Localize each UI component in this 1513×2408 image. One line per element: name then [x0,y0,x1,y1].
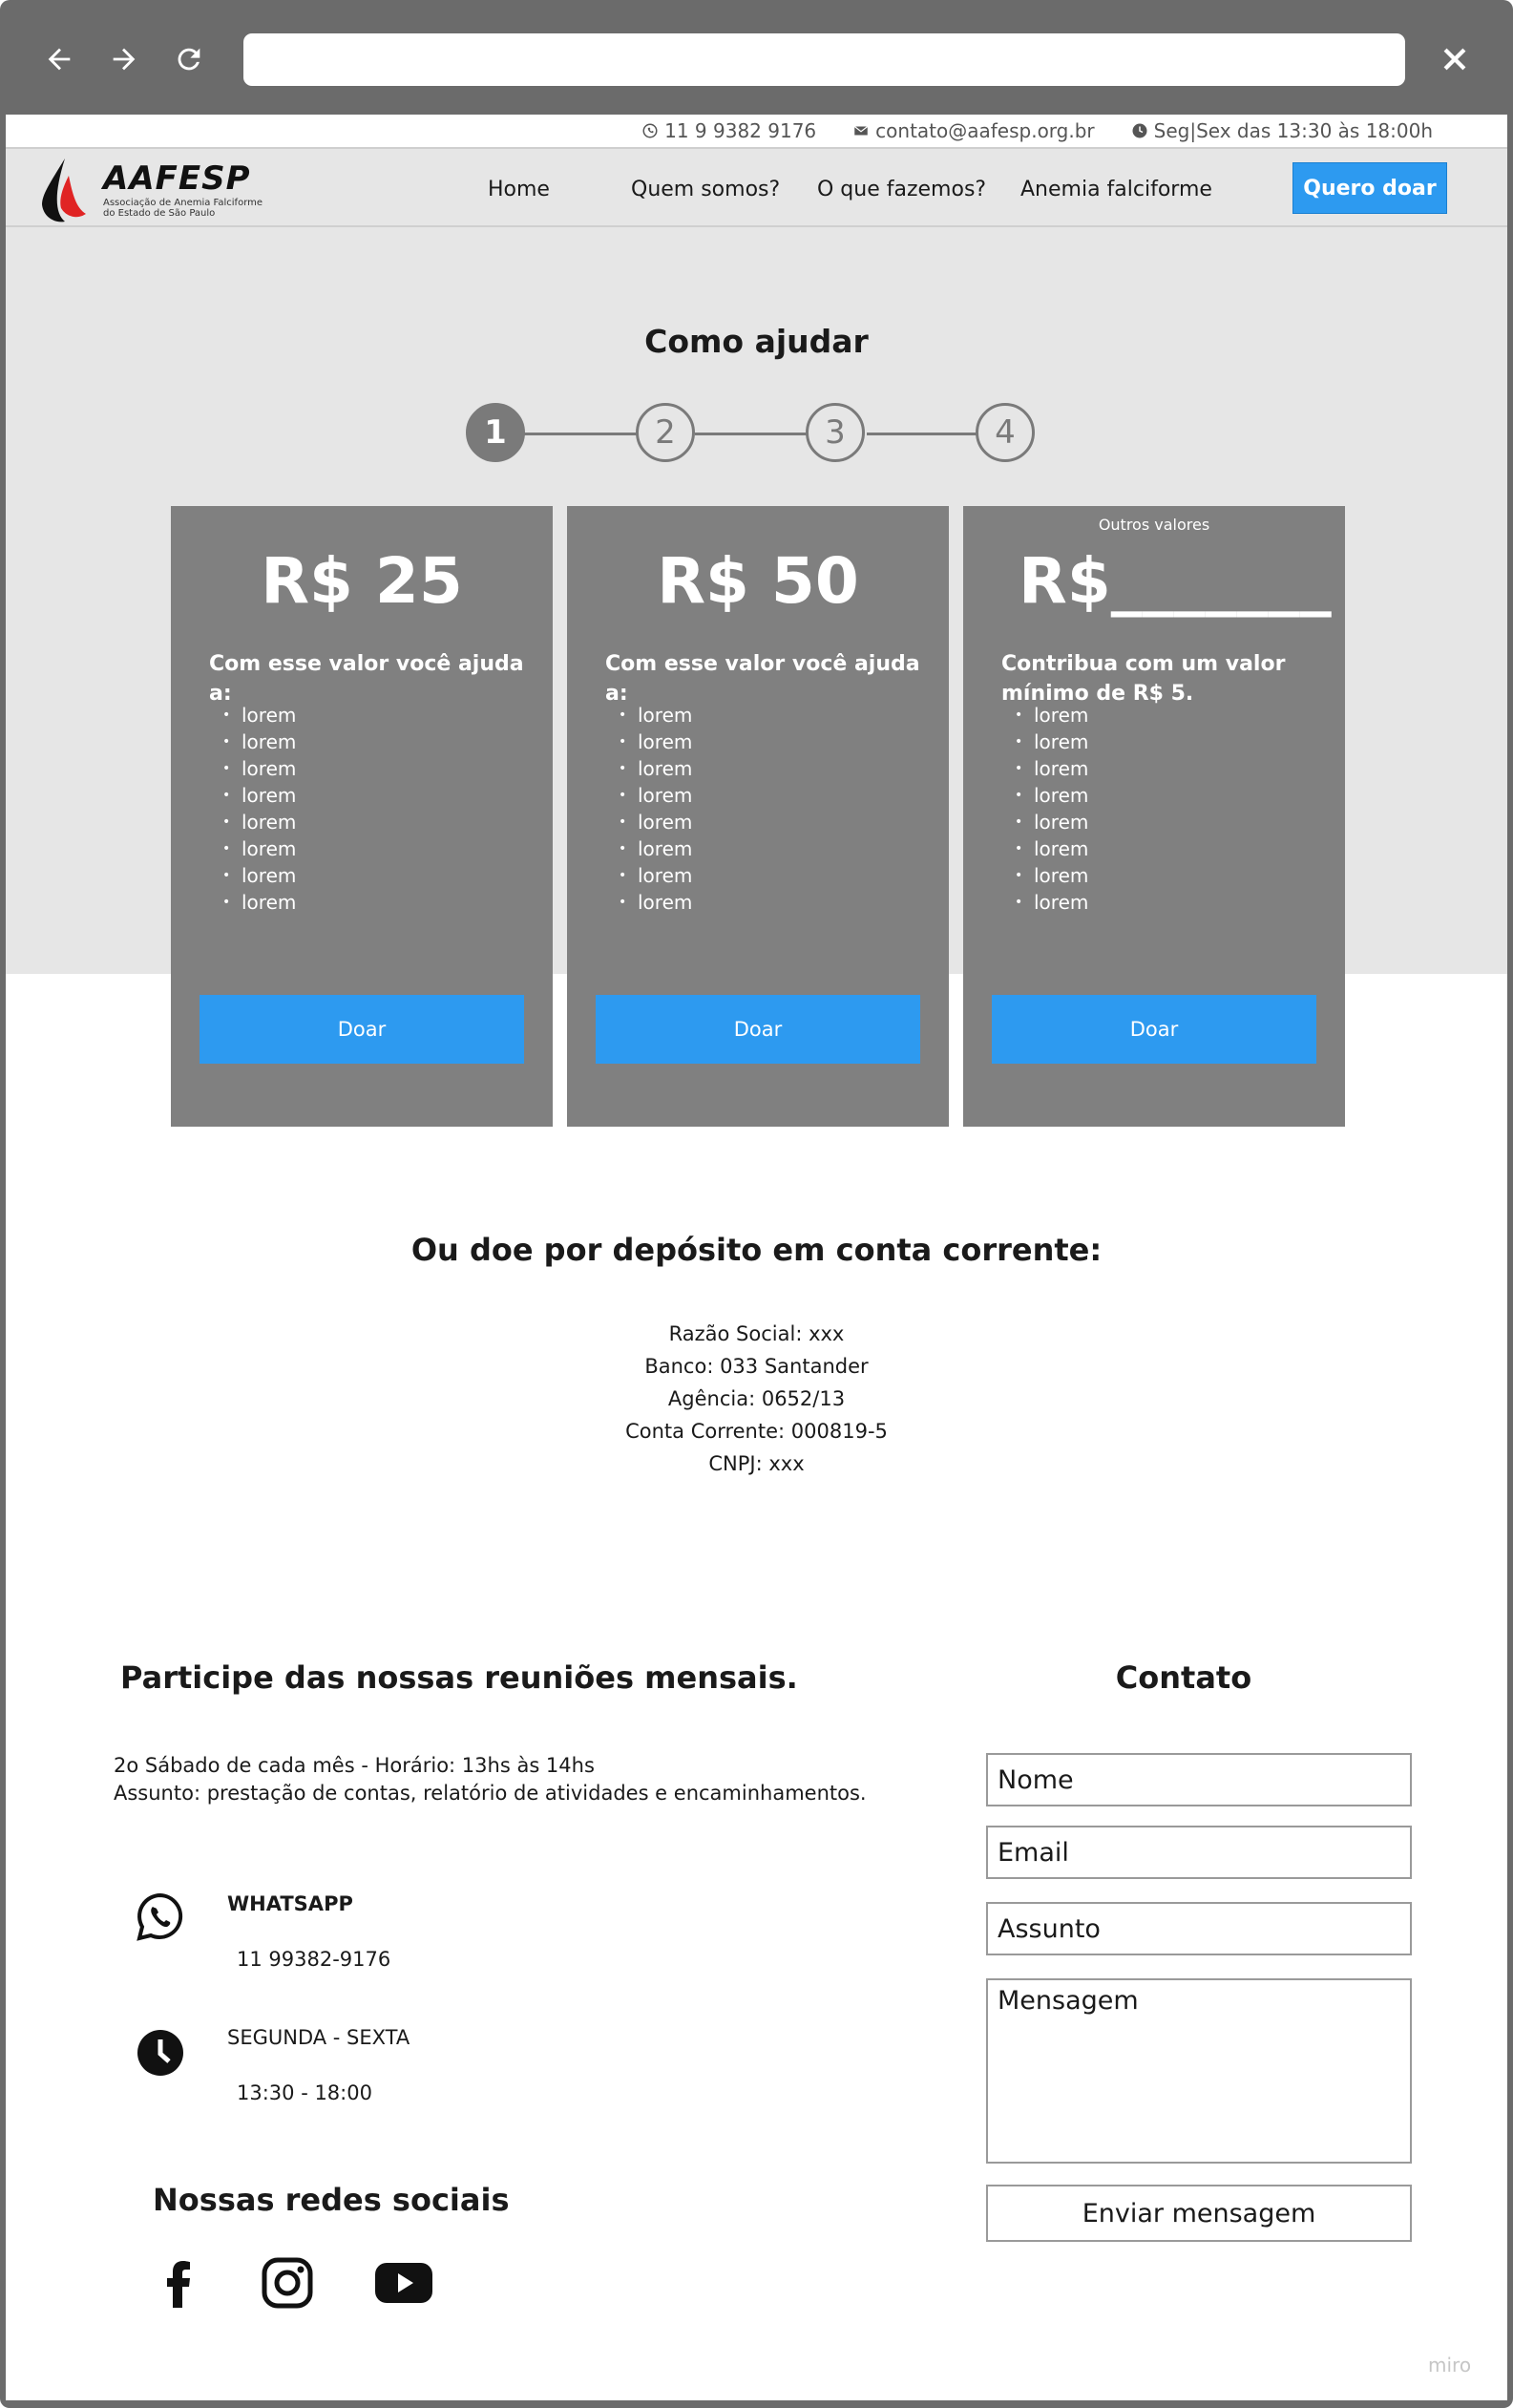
subject-field[interactable] [986,1902,1412,1955]
page-viewport [6,115,1507,2400]
card-benefit-list [638,702,692,916]
card-amount: R$ 50 [657,544,859,618]
card-benefit-list [1034,702,1088,916]
meetings-schedule: 2o Sábado de cada mês - Horário: 13hs às 14hs [114,1754,595,1777]
bank-line: Agência: 0652/13 [667,1387,846,1410]
list-item: • lorem [638,755,692,782]
list-item: • lorem [638,702,692,729]
doar-button[interactable]: Doar [200,995,524,1064]
list-item: • lorem [242,782,296,809]
youtube-icon [374,2261,433,2305]
card-description: Com esse valor você ajuda a: [209,652,524,706]
list-item: • lorem [242,809,296,835]
site-header [6,147,1507,227]
list-item: • lorem [1034,755,1088,782]
forward-button[interactable] [103,38,145,80]
bank-line: Razão Social: xxx [668,1322,845,1345]
arrow-right-icon [108,43,140,75]
whatsapp-icon [641,122,659,139]
other-values-label: Outros valores [1098,516,1210,534]
step-connector [695,433,809,435]
list-item: • lorem [1034,835,1088,862]
donation-card-50 [567,506,949,1127]
address-bar[interactable] [243,33,1405,86]
facebook-link[interactable] [149,2253,208,2313]
list-item: • lorem [638,782,692,809]
close-button[interactable] [1434,38,1476,80]
back-button[interactable] [38,38,80,80]
donation-card-25 [171,506,553,1127]
whatsapp-label: WHATSAPP [227,1892,353,1915]
facebook-icon [161,2258,196,2308]
stepper [466,403,1039,464]
topbar-phone-text: 11 9 9382 9176 [664,119,817,142]
bank-line: Conta Corrente: 000819-5 [625,1420,888,1443]
list-item: • lorem [638,729,692,755]
clock-icon [136,2028,185,2078]
browser-chrome [0,0,1513,115]
drop-logo-icon [40,155,95,223]
card-benefit-list [242,702,296,916]
reload-button[interactable] [168,38,210,80]
close-icon [1439,43,1471,75]
miro-watermark: miro [1428,2354,1472,2376]
email-field[interactable] [986,1826,1412,1879]
list-item: • lorem [242,729,296,755]
topbar-email-text: contato@aafesp.org.br [875,119,1095,142]
meetings-subject: Assunto: prestação de contas, relatório de atividades e encaminhamentos. [114,1782,867,1805]
step-2[interactable]: 2 [636,403,695,462]
quero-doar-button[interactable]: Quero doar [1292,162,1447,214]
step-connector [867,433,981,435]
list-item: • lorem [638,809,692,835]
list-item: • lorem [1034,889,1088,916]
topbar-hours [1131,119,1433,142]
whatsapp-icon [136,1892,185,1942]
card-amount: R$ 25 [261,544,463,618]
card-description: Com esse valor você ajuda a: [605,652,920,706]
list-item: • lorem [242,702,296,729]
clock-icon [1131,122,1148,139]
instagram-icon [261,2256,314,2310]
step-3[interactable]: 3 [806,403,865,462]
topbar-hours-text: Seg|Sex das 13:30 às 18:00h [1153,119,1433,142]
nav-quem-somos[interactable]: Quem somos? [631,177,781,201]
list-item: • lorem [242,862,296,889]
hero-title: Como ajudar [644,323,869,360]
bank-line: CNPJ: xxx [708,1452,805,1475]
working-hours: 13:30 - 18:00 [237,2081,372,2104]
meetings-title: Participe das nossas reuniões mensais. [120,1659,798,1696]
list-item: • lorem [638,862,692,889]
working-days: SEGUNDA - SEXTA [227,2026,410,2049]
doar-button[interactable]: Doar [596,995,920,1064]
logo-subtitle-2: do Estado de São Paulo [103,208,216,219]
donation-card-custom [963,506,1345,1127]
list-item: • lorem [242,755,296,782]
nav-anemia-falciforme[interactable]: Anemia falciforme [1020,177,1212,201]
name-field[interactable] [986,1753,1412,1806]
card-description: Contribua com um valor mínimo de R$ 5. [1001,652,1286,706]
topbar-email[interactable] [852,119,1095,142]
meetings-text [114,1752,867,1807]
topbar-phone[interactable] [641,119,816,142]
logo[interactable] [40,153,269,225]
custom-amount-input[interactable]: R$_______ [1019,544,1332,618]
list-item: • lorem [242,889,296,916]
contact-topbar [6,115,1507,147]
step-1[interactable]: 1 [466,403,525,462]
send-message-button[interactable]: Enviar mensagem [986,2185,1412,2242]
list-item: • lorem [1034,809,1088,835]
whatsapp-number[interactable]: 11 99382-9176 [237,1948,391,1971]
reload-icon [173,43,205,75]
instagram-link[interactable] [258,2253,317,2313]
list-item: • lorem [242,835,296,862]
nav-home[interactable]: Home [488,177,550,201]
arrow-left-icon [43,43,75,75]
bank-section-title: Ou doe por depósito em conta corrente: [410,1232,1103,1268]
list-item: • lorem [1034,702,1088,729]
list-item: • lorem [638,889,692,916]
nav-o-que-fazemos[interactable]: O que fazemos? [817,177,987,201]
step-4[interactable]: 4 [976,403,1035,462]
list-item: • lorem [1034,729,1088,755]
envelope-icon [852,122,870,139]
step-connector [523,433,638,435]
list-item: • lorem [1034,862,1088,889]
bank-details [6,1318,1507,1480]
doar-button[interactable]: Doar [992,995,1316,1064]
youtube-link[interactable] [374,2253,433,2313]
message-field[interactable] [986,1978,1412,2164]
bank-line: Banco: 033 Santander [644,1355,869,1378]
contact-title: Contato [1115,1659,1252,1696]
logo-subtitle-1: Associação de Anemia Falciforme [103,198,263,208]
social-title: Nossas redes sociais [153,2182,510,2218]
logo-title: AAFESP [103,159,251,198]
list-item: • lorem [1034,782,1088,809]
list-item: • lorem [638,835,692,862]
